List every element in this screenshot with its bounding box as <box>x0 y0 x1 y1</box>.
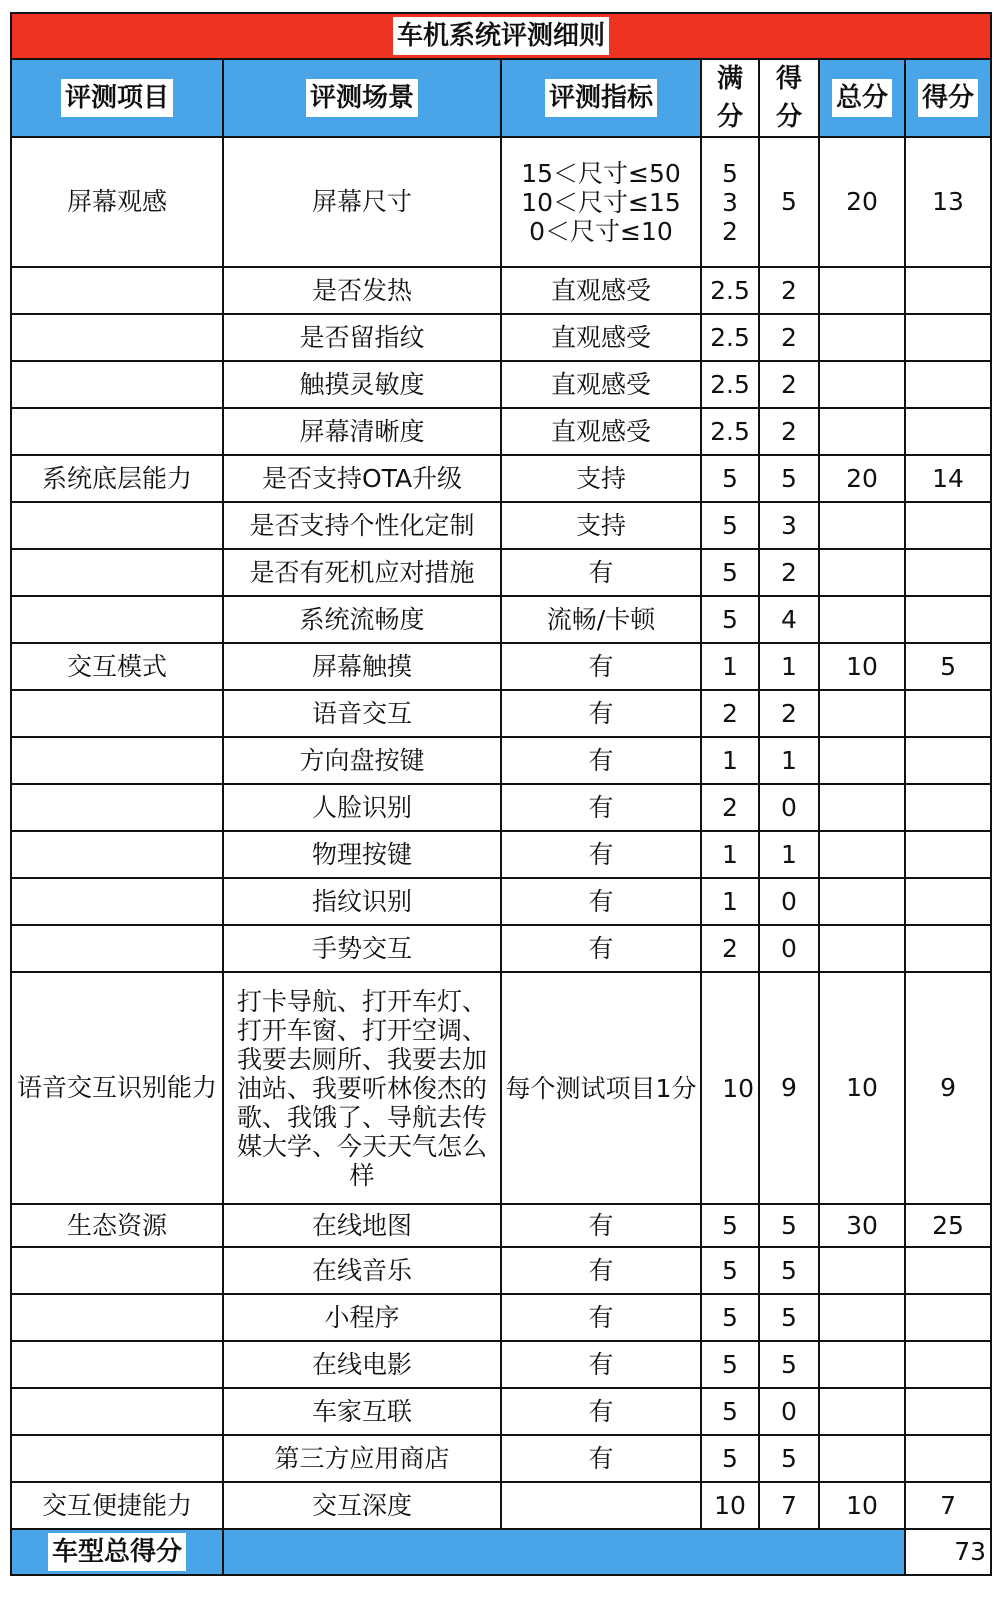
cell-total <box>819 596 905 643</box>
cell-metric: 支持 <box>501 502 701 549</box>
cell-score: 3 <box>759 502 819 549</box>
cell-full-score: 5 <box>701 549 759 596</box>
header-metric: 评测指标 <box>501 59 701 137</box>
cell-scene: 屏幕触摸 <box>223 643 501 690</box>
cell-item <box>11 784 223 831</box>
cell-item <box>11 549 223 596</box>
cell-full-score: 5 <box>701 1435 759 1482</box>
cell-score: 1 <box>759 831 819 878</box>
cell-scene: 车家互联 <box>223 1388 501 1435</box>
cell-got <box>905 1294 991 1341</box>
table-row <box>11 596 991 643</box>
cell-full-score: 5 <box>701 502 759 549</box>
cell-scene: 触摸灵敏度 <box>223 361 501 408</box>
cell-metric: 直观感受 <box>501 408 701 455</box>
cell-got <box>905 549 991 596</box>
cell-got <box>905 1435 991 1482</box>
cell-scene: 屏幕尺寸 <box>223 137 501 267</box>
table-row <box>11 925 991 972</box>
cell-got <box>905 267 991 314</box>
cell-item <box>11 925 223 972</box>
cell-full-score: 2 <box>701 690 759 737</box>
cell-item <box>11 502 223 549</box>
table-row <box>11 1204 991 1247</box>
cell-scene: 第三方应用商店 <box>223 1435 501 1482</box>
cell-metric: 有 <box>501 643 701 690</box>
cell-total <box>819 925 905 972</box>
cell-got: 7 <box>905 1482 991 1529</box>
cell-got <box>905 925 991 972</box>
cell-total: 30 <box>819 1204 905 1247</box>
table-row <box>11 737 991 784</box>
cell-got <box>905 314 991 361</box>
cell-full-score: 5 <box>701 596 759 643</box>
cell-metric: 有 <box>501 549 701 596</box>
cell-full-score: 1 <box>701 643 759 690</box>
cell-total <box>819 690 905 737</box>
table-row <box>11 549 991 596</box>
cell-scene: 人脸识别 <box>223 784 501 831</box>
cell-metric: 直观感受 <box>501 361 701 408</box>
cell-total: 10 <box>819 643 905 690</box>
cell-got <box>905 596 991 643</box>
cell-metric: 有 <box>501 831 701 878</box>
cell-got <box>905 1247 991 1294</box>
cell-metric: 直观感受 <box>501 267 701 314</box>
cell-scene: 是否支持个性化定制 <box>223 502 501 549</box>
table-row <box>11 455 991 502</box>
cell-total <box>819 1435 905 1482</box>
cell-scene: 在线电影 <box>223 1341 501 1388</box>
cell-score: 5 <box>759 137 819 267</box>
cell-got <box>905 1341 991 1388</box>
cell-item <box>11 1435 223 1482</box>
cell-scene: 方向盘按键 <box>223 737 501 784</box>
cell-item: 交互便捷能力 <box>11 1482 223 1529</box>
cell-got <box>905 831 991 878</box>
cell-full-score: 1 <box>701 878 759 925</box>
cell-got <box>905 737 991 784</box>
cell-item: 语音交互识别能力 <box>11 972 223 1204</box>
table-row <box>11 690 991 737</box>
cell-metric: 有 <box>501 1247 701 1294</box>
header-item: 评测项目 <box>11 59 223 137</box>
cell-full-score: 2.5 <box>701 408 759 455</box>
cell-score: 5 <box>759 455 819 502</box>
cell-total <box>819 1341 905 1388</box>
cell-metric: 有 <box>501 1204 701 1247</box>
cell-full-score: 2.5 <box>701 361 759 408</box>
cell-scene: 系统流畅度 <box>223 596 501 643</box>
cell-total <box>819 831 905 878</box>
cell-total <box>819 1247 905 1294</box>
cell-scene: 交互深度 <box>223 1482 501 1529</box>
cell-scene: 小程序 <box>223 1294 501 1341</box>
cell-got: 13 <box>905 137 991 267</box>
footer-label: 车型总得分 <box>48 1533 186 1571</box>
cell-full-score: 5 <box>701 1204 759 1247</box>
cell-metric: 有 <box>501 1435 701 1482</box>
cell-full-score: 10 <box>701 1482 759 1529</box>
cell-total <box>819 878 905 925</box>
cell-item <box>11 831 223 878</box>
cell-got <box>905 502 991 549</box>
cell-full-score: 5 3 2 <box>701 137 759 267</box>
cell-metric: 有 <box>501 737 701 784</box>
cell-full-score: 1 <box>701 831 759 878</box>
cell-total: 20 <box>819 137 905 267</box>
footer-label-cell <box>11 1529 223 1575</box>
cell-score: 2 <box>759 690 819 737</box>
cell-scene: 是否留指纹 <box>223 314 501 361</box>
footer-total-value: 73 <box>905 1529 991 1575</box>
table-title: 车机系统评测细则 <box>393 17 609 55</box>
cell-metric: 有 <box>501 878 701 925</box>
cell-scene: 打卡导航、打开车灯、打开车窗、打开空调、我要去厕所、我要去加油站、我要听林俊杰的歌、我饿了、导航去传媒大学、今天天气怎么样 <box>223 972 501 1204</box>
header-got: 得分 <box>905 59 991 137</box>
header-scene: 评测场景 <box>223 59 501 137</box>
cell-total: 10 <box>819 972 905 1204</box>
cell-score: 2 <box>759 408 819 455</box>
cell-total <box>819 314 905 361</box>
cell-total <box>819 737 905 784</box>
table-row <box>11 137 991 267</box>
cell-full-score: 5 <box>701 1247 759 1294</box>
cell-total: 20 <box>819 455 905 502</box>
cell-score: 2 <box>759 314 819 361</box>
table-row <box>11 267 991 314</box>
cell-score: 5 <box>759 1435 819 1482</box>
cell-score: 5 <box>759 1204 819 1247</box>
cell-full-score: 5 <box>701 1294 759 1341</box>
table-row <box>11 1482 991 1529</box>
cell-scene: 指纹识别 <box>223 878 501 925</box>
cell-total <box>819 408 905 455</box>
cell-full-score: 10 <box>701 972 759 1204</box>
table-row <box>11 1294 991 1341</box>
cell-score: 1 <box>759 737 819 784</box>
cell-got: 25 <box>905 1204 991 1247</box>
evaluation-table-container <box>10 12 990 1576</box>
cell-got <box>905 784 991 831</box>
cell-got: 5 <box>905 643 991 690</box>
cell-item <box>11 1247 223 1294</box>
footer-spacer <box>223 1529 905 1575</box>
cell-scene: 物理按键 <box>223 831 501 878</box>
table-row <box>11 314 991 361</box>
table-row <box>11 1247 991 1294</box>
table-header-row <box>11 59 991 137</box>
cell-score: 5 <box>759 1341 819 1388</box>
table-row <box>11 784 991 831</box>
cell-full-score: 5 <box>701 455 759 502</box>
cell-metric: 有 <box>501 1388 701 1435</box>
header-full-score: 满分 <box>701 59 759 137</box>
cell-got <box>905 1388 991 1435</box>
cell-full-score: 2.5 <box>701 267 759 314</box>
cell-metric: 有 <box>501 1341 701 1388</box>
cell-total <box>819 502 905 549</box>
cell-metric <box>501 1482 701 1529</box>
cell-metric: 支持 <box>501 455 701 502</box>
cell-scene: 是否有死机应对措施 <box>223 549 501 596</box>
cell-scene: 手势交互 <box>223 925 501 972</box>
cell-got: 14 <box>905 455 991 502</box>
cell-metric: 有 <box>501 690 701 737</box>
cell-item <box>11 878 223 925</box>
cell-item <box>11 690 223 737</box>
cell-item <box>11 267 223 314</box>
cell-scene: 是否支持OTA升级 <box>223 455 501 502</box>
cell-metric: 有 <box>501 784 701 831</box>
cell-metric: 每个测试项目1分 <box>501 972 701 1204</box>
cell-total <box>819 1294 905 1341</box>
evaluation-table <box>10 12 992 1576</box>
cell-full-score: 2 <box>701 925 759 972</box>
cell-metric: 流畅/卡顿 <box>501 596 701 643</box>
cell-full-score: 2 <box>701 784 759 831</box>
cell-score: 2 <box>759 361 819 408</box>
cell-scene: 屏幕清晰度 <box>223 408 501 455</box>
cell-score: 5 <box>759 1294 819 1341</box>
cell-score: 0 <box>759 784 819 831</box>
table-title-cell <box>11 13 991 59</box>
cell-item: 系统底层能力 <box>11 455 223 502</box>
cell-metric: 直观感受 <box>501 314 701 361</box>
cell-full-score: 5 <box>701 1341 759 1388</box>
header-score: 得分 <box>759 59 819 137</box>
cell-scene: 在线音乐 <box>223 1247 501 1294</box>
cell-score: 0 <box>759 878 819 925</box>
table-row <box>11 502 991 549</box>
cell-item <box>11 1294 223 1341</box>
cell-metric: 有 <box>501 925 701 972</box>
table-row <box>11 878 991 925</box>
cell-got <box>905 408 991 455</box>
cell-score: 1 <box>759 643 819 690</box>
cell-item <box>11 596 223 643</box>
header-total: 总分 <box>819 59 905 137</box>
table-title-row <box>11 13 991 59</box>
cell-total <box>819 267 905 314</box>
cell-score: 4 <box>759 596 819 643</box>
cell-got <box>905 878 991 925</box>
cell-got: 9 <box>905 972 991 1204</box>
cell-item <box>11 1388 223 1435</box>
cell-score: 0 <box>759 925 819 972</box>
cell-item: 生态资源 <box>11 1204 223 1247</box>
cell-total <box>819 784 905 831</box>
cell-item <box>11 314 223 361</box>
table-row <box>11 1341 991 1388</box>
cell-item: 屏幕观感 <box>11 137 223 267</box>
table-footer-row <box>11 1529 991 1575</box>
cell-got <box>905 361 991 408</box>
table-row <box>11 1435 991 1482</box>
cell-score: 0 <box>759 1388 819 1435</box>
table-row <box>11 361 991 408</box>
cell-item <box>11 361 223 408</box>
cell-item <box>11 408 223 455</box>
cell-total <box>819 549 905 596</box>
cell-score: 5 <box>759 1247 819 1294</box>
cell-score: 2 <box>759 267 819 314</box>
cell-score: 7 <box>759 1482 819 1529</box>
cell-total: 10 <box>819 1482 905 1529</box>
cell-total <box>819 361 905 408</box>
cell-metric: 15＜尺寸≤50 10＜尺寸≤15 0＜尺寸≤10 <box>501 137 701 267</box>
table-row <box>11 643 991 690</box>
cell-total <box>819 1388 905 1435</box>
cell-score: 2 <box>759 549 819 596</box>
cell-scene: 语音交互 <box>223 690 501 737</box>
table-row <box>11 1388 991 1435</box>
cell-score: 9 <box>759 972 819 1204</box>
cell-scene: 是否发热 <box>223 267 501 314</box>
cell-full-score: 5 <box>701 1388 759 1435</box>
cell-got <box>905 690 991 737</box>
cell-metric: 有 <box>501 1294 701 1341</box>
table-row <box>11 972 991 1204</box>
cell-full-score: 1 <box>701 737 759 784</box>
cell-item <box>11 737 223 784</box>
cell-item <box>11 1341 223 1388</box>
table-row <box>11 408 991 455</box>
cell-scene: 在线地图 <box>223 1204 501 1247</box>
table-row <box>11 831 991 878</box>
cell-full-score: 2.5 <box>701 314 759 361</box>
cell-item: 交互模式 <box>11 643 223 690</box>
